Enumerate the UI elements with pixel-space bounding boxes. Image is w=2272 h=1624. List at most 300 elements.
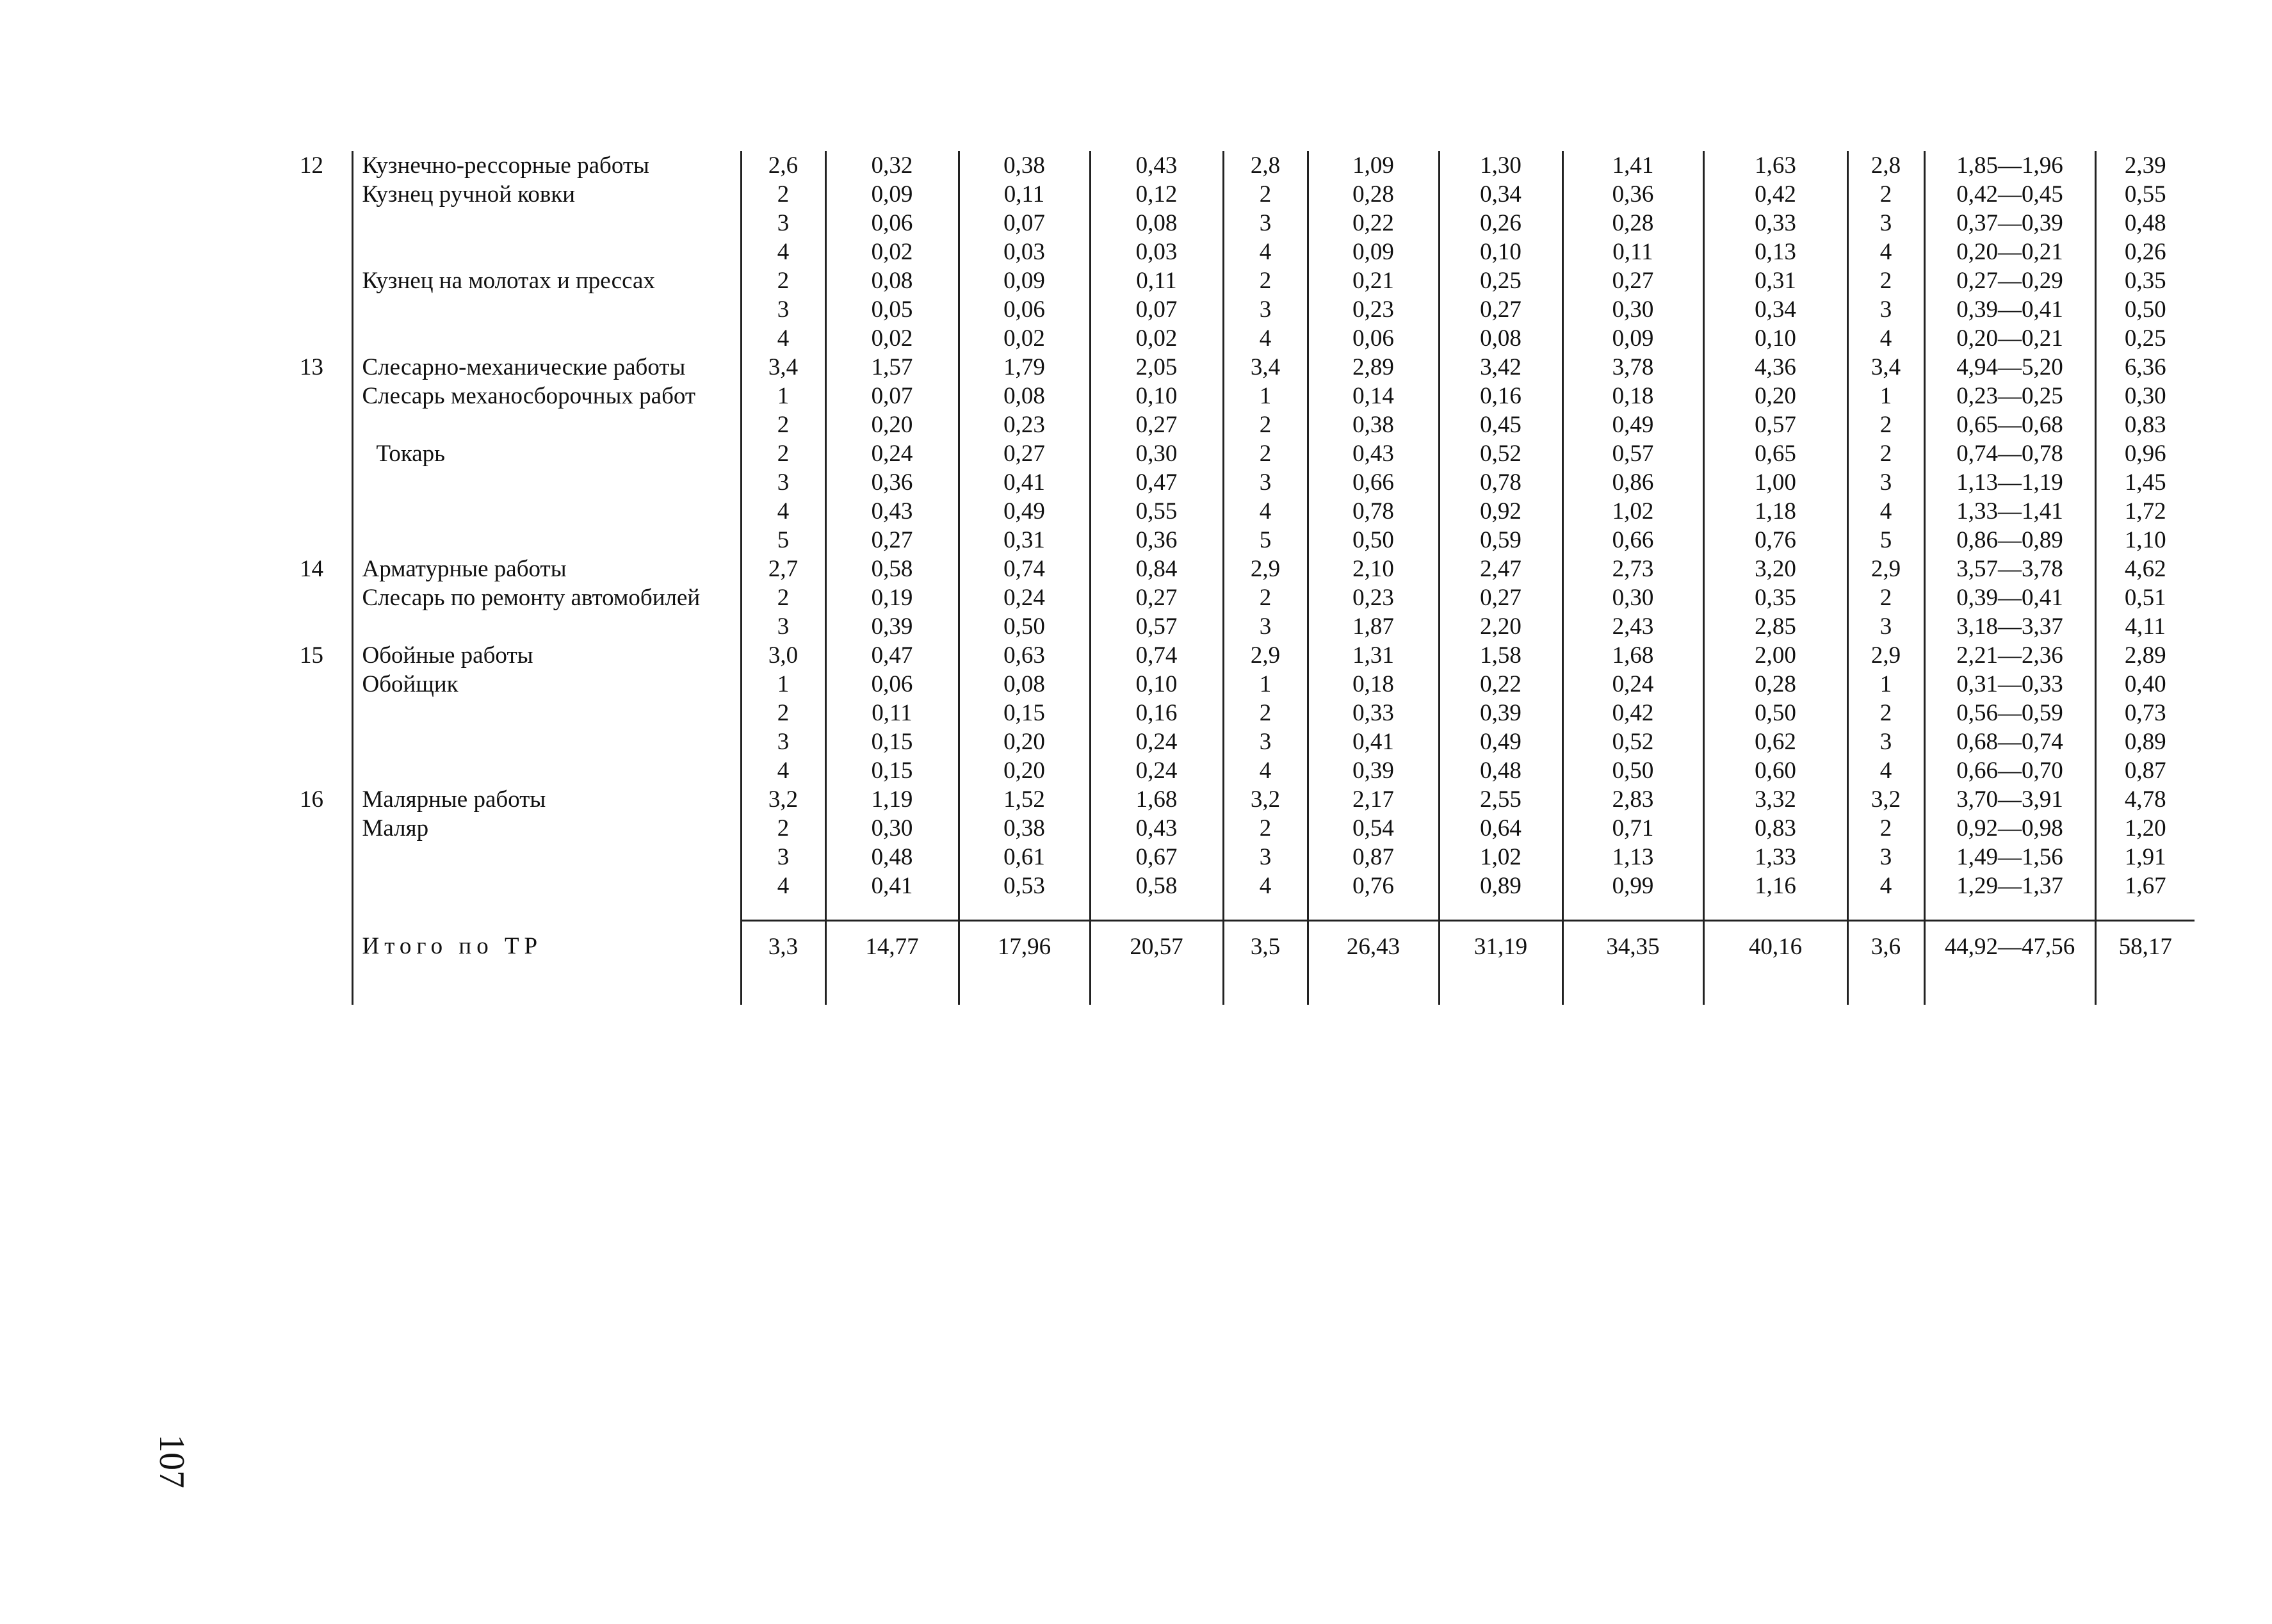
value-cell: 0,11 <box>825 699 959 727</box>
row-number <box>269 382 352 410</box>
work-name: Кузнечно-рессорные работы <box>352 151 741 180</box>
value-cell: 2 <box>1847 439 1924 468</box>
value-cell: 0,20 <box>825 410 959 439</box>
value-cell: 2 <box>1847 583 1924 612</box>
value-cell: 2 <box>741 410 825 439</box>
value-cell: 2 <box>1847 699 1924 727</box>
value-cell: 0,47 <box>1090 468 1223 497</box>
value-cell: 0,30 <box>1562 295 1703 324</box>
value-cell: 1,45 <box>2095 468 2195 497</box>
value-cell: 0,03 <box>1090 238 1223 266</box>
row-number <box>269 266 352 295</box>
value-cell: 0,43 <box>825 497 959 526</box>
empty-cell <box>1562 900 1703 921</box>
value-cell: 0,05 <box>825 295 959 324</box>
table-row <box>269 555 2195 583</box>
value-cell: 4 <box>1223 756 1308 785</box>
value-cell: 0,39 <box>1308 756 1439 785</box>
value-cell: 0,42 <box>1562 699 1703 727</box>
value-cell: 2 <box>1847 410 1924 439</box>
value-cell: 0,84 <box>1090 555 1223 583</box>
table-row <box>269 151 2195 180</box>
value-cell: 3,18—3,37 <box>1924 612 2095 641</box>
value-cell: 1,16 <box>1703 872 1847 900</box>
empty-cell <box>1439 971 1562 1005</box>
row-number <box>269 238 352 266</box>
value-cell: 0,22 <box>1439 670 1562 699</box>
table-row <box>269 814 2195 843</box>
value-cell: 5 <box>741 526 825 555</box>
value-cell: 0,12 <box>1090 180 1223 209</box>
row-number <box>269 612 352 641</box>
value-cell: 0,50 <box>1703 699 1847 727</box>
work-name <box>352 295 741 324</box>
value-cell: 0,26 <box>1439 209 1562 238</box>
value-cell: 3 <box>1847 209 1924 238</box>
value-cell: 1,31 <box>1308 641 1439 670</box>
value-cell: 0,30 <box>1562 583 1703 612</box>
value-cell: 4 <box>1223 324 1308 353</box>
value-cell: 0,27 <box>825 526 959 555</box>
value-cell: 3 <box>1847 468 1924 497</box>
value-cell: 2 <box>1223 814 1308 843</box>
value-cell: 0,31 <box>1703 266 1847 295</box>
value-cell: 0,57 <box>1090 612 1223 641</box>
value-cell: 2,6 <box>741 151 825 180</box>
empty-cell <box>1703 900 1847 921</box>
value-cell: 0,57 <box>1703 410 1847 439</box>
value-cell: 0,66 <box>1308 468 1439 497</box>
value-cell: 0,20 <box>959 756 1090 785</box>
value-cell: 0,08 <box>959 670 1090 699</box>
value-cell: 2,89 <box>2095 641 2195 670</box>
row-number: 14 <box>300 556 323 582</box>
value-cell: 0,87 <box>1308 843 1439 872</box>
empty-cell <box>959 900 1090 921</box>
work-name: Слесарь механосборочных работ <box>352 382 741 410</box>
value-cell: 0,63 <box>959 641 1090 670</box>
value-cell: 2,83 <box>1562 785 1703 814</box>
value-cell: 4,78 <box>2095 785 2195 814</box>
value-cell: 0,68—0,74 <box>1924 727 2095 756</box>
value-cell: 0,09 <box>1562 324 1703 353</box>
value-cell: 1,18 <box>1703 497 1847 526</box>
value-cell: 0,15 <box>959 699 1090 727</box>
value-cell: 0,24 <box>1090 727 1223 756</box>
work-name <box>352 699 741 727</box>
value-cell: 3 <box>741 612 825 641</box>
total-value: 14,77 <box>825 921 959 972</box>
value-cell: 0,89 <box>1439 872 1562 900</box>
value-cell: 0,43 <box>1090 151 1223 180</box>
value-cell: 0,21 <box>1308 266 1439 295</box>
value-cell: 0,55 <box>2095 180 2195 209</box>
value-cell: 3 <box>1847 612 1924 641</box>
value-cell: 2 <box>741 439 825 468</box>
table-row <box>269 295 2195 324</box>
value-cell: 0,41 <box>825 872 959 900</box>
value-cell: 1,33 <box>1703 843 1847 872</box>
value-cell: 0,02 <box>825 324 959 353</box>
value-cell: 3,70—3,91 <box>1924 785 2095 814</box>
value-cell: 0,50 <box>959 612 1090 641</box>
value-cell: 0,83 <box>1703 814 1847 843</box>
value-cell: 0,49 <box>1439 727 1562 756</box>
empty-cell <box>1847 900 1924 921</box>
value-cell: 1 <box>1223 382 1308 410</box>
value-cell: 2,73 <box>1562 555 1703 583</box>
value-cell: 6,36 <box>2095 353 2195 382</box>
value-cell: 2 <box>1223 180 1308 209</box>
work-name <box>352 756 741 785</box>
value-cell: 2 <box>741 266 825 295</box>
value-cell: 2 <box>1223 410 1308 439</box>
value-cell: 1,49—1,56 <box>1924 843 2095 872</box>
value-cell: 0,92—0,98 <box>1924 814 2095 843</box>
table-row <box>269 180 2195 209</box>
work-name <box>352 843 741 872</box>
value-cell: 0,73 <box>2095 699 2195 727</box>
value-cell: 0,14 <box>1308 382 1439 410</box>
empty-cell <box>1562 971 1703 1005</box>
value-cell: 1,30 <box>1439 151 1562 180</box>
value-cell: 0,27 <box>1090 583 1223 612</box>
value-cell: 0,20 <box>959 727 1090 756</box>
value-cell: 0,74—0,78 <box>1924 439 2095 468</box>
value-cell: 4 <box>1847 497 1924 526</box>
value-cell: 1,13—1,19 <box>1924 468 2095 497</box>
value-cell: 0,89 <box>2095 727 2195 756</box>
table-row <box>269 641 2195 670</box>
work-name <box>352 324 741 353</box>
value-cell: 4,94—5,20 <box>1924 353 2095 382</box>
value-cell: 2,05 <box>1090 353 1223 382</box>
table-row <box>269 439 2195 468</box>
table-row <box>269 612 2195 641</box>
value-cell: 0,35 <box>2095 266 2195 295</box>
value-cell: 0,06 <box>825 670 959 699</box>
value-cell: 2,9 <box>1847 555 1924 583</box>
row-number <box>269 872 352 900</box>
value-cell: 0,58 <box>1090 872 1223 900</box>
value-cell: 2,7 <box>741 555 825 583</box>
value-cell: 2,9 <box>1847 641 1924 670</box>
value-cell: 0,11 <box>1090 266 1223 295</box>
work-name <box>352 497 741 526</box>
value-cell: 3,42 <box>1439 353 1562 382</box>
value-cell: 2,43 <box>1562 612 1703 641</box>
value-cell: 0,92 <box>1439 497 1562 526</box>
value-cell: 2,85 <box>1703 612 1847 641</box>
value-cell: 0,16 <box>1439 382 1562 410</box>
value-cell: 0,61 <box>959 843 1090 872</box>
work-name: Слесарно-механические работы <box>352 353 741 382</box>
value-cell: 1,13 <box>1562 843 1703 872</box>
table-row <box>269 872 2195 900</box>
value-cell: 1 <box>1847 670 1924 699</box>
value-cell: 4 <box>741 324 825 353</box>
value-cell: 0,07 <box>959 209 1090 238</box>
value-cell: 0,24 <box>1562 670 1703 699</box>
value-cell: 0,55 <box>1090 497 1223 526</box>
value-cell: 0,02 <box>1090 324 1223 353</box>
work-name <box>352 872 741 900</box>
total-value: 3,5 <box>1223 921 1308 972</box>
value-cell: 4 <box>1847 324 1924 353</box>
value-cell: 0,27—0,29 <box>1924 266 2095 295</box>
value-cell: 0,96 <box>2095 439 2195 468</box>
value-cell: 0,58 <box>825 555 959 583</box>
table-row <box>269 324 2195 353</box>
value-cell: 3 <box>741 727 825 756</box>
value-cell: 0,09 <box>825 180 959 209</box>
value-cell: 2 <box>741 583 825 612</box>
value-cell: 0,15 <box>825 756 959 785</box>
value-cell: 0,06 <box>1308 324 1439 353</box>
work-name: Обойные работы <box>352 641 741 670</box>
value-cell: 0,39—0,41 <box>1924 295 2095 324</box>
row-number <box>269 814 352 843</box>
value-cell: 2 <box>741 699 825 727</box>
value-cell: 1,85—1,96 <box>1924 151 2095 180</box>
value-cell: 3 <box>741 209 825 238</box>
value-cell: 4,62 <box>2095 555 2195 583</box>
table-row <box>269 843 2195 872</box>
row-number <box>269 583 352 612</box>
row-number <box>269 209 352 238</box>
empty-cell <box>1847 971 1924 1005</box>
value-cell: 0,62 <box>1703 727 1847 756</box>
row-number <box>269 468 352 497</box>
empty-cell <box>269 921 352 972</box>
value-cell: 3 <box>1847 727 1924 756</box>
value-cell: 0,57 <box>1562 439 1703 468</box>
value-cell: 0,50 <box>1562 756 1703 785</box>
value-cell: 2,21—2,36 <box>1924 641 2095 670</box>
value-cell: 2,20 <box>1439 612 1562 641</box>
value-cell: 3 <box>1223 468 1308 497</box>
value-cell: 0,32 <box>825 151 959 180</box>
value-cell: 0,53 <box>959 872 1090 900</box>
work-name: Обойщик <box>352 670 741 699</box>
value-cell: 3,2 <box>1223 785 1308 814</box>
total-value: 40,16 <box>1703 921 1847 972</box>
value-cell: 2 <box>741 180 825 209</box>
value-cell: 2 <box>741 814 825 843</box>
value-cell: 4 <box>741 872 825 900</box>
value-cell: 0,38 <box>1308 410 1439 439</box>
empty-cell <box>269 900 352 921</box>
value-cell: 4 <box>1223 497 1308 526</box>
value-cell: 1 <box>741 670 825 699</box>
value-cell: 1,00 <box>1703 468 1847 497</box>
value-cell: 3 <box>1223 843 1308 872</box>
work-name: Токарь <box>352 439 741 468</box>
value-cell: 3,4 <box>1223 353 1308 382</box>
value-cell: 4 <box>741 756 825 785</box>
value-cell: 0,76 <box>1308 872 1439 900</box>
table-row <box>269 727 2195 756</box>
total-value: 34,35 <box>1562 921 1703 972</box>
work-name: Кузнец на молотах и прессах <box>352 266 741 295</box>
value-cell: 0,56—0,59 <box>1924 699 2095 727</box>
value-cell: 2 <box>1223 699 1308 727</box>
empty-cell <box>1703 971 1847 1005</box>
value-cell: 1,19 <box>825 785 959 814</box>
table-row <box>269 785 2195 814</box>
value-cell: 2,39 <box>2095 151 2195 180</box>
value-cell: 0,34 <box>1439 180 1562 209</box>
value-cell: 2 <box>1847 266 1924 295</box>
row-number: 12 <box>300 152 323 179</box>
row-number: 16 <box>300 786 323 813</box>
empty-cell <box>1223 900 1308 921</box>
row-number <box>269 699 352 727</box>
value-cell: 0,07 <box>825 382 959 410</box>
value-cell: 1,02 <box>1562 497 1703 526</box>
value-cell: 0,18 <box>1562 382 1703 410</box>
table-row <box>269 670 2195 699</box>
value-cell: 0,33 <box>1308 699 1439 727</box>
value-cell: 0,28 <box>1308 180 1439 209</box>
empty-cell <box>825 971 959 1005</box>
value-cell: 0,43 <box>1090 814 1223 843</box>
value-cell: 5 <box>1847 526 1924 555</box>
value-cell: 0,02 <box>825 238 959 266</box>
value-cell: 0,08 <box>1090 209 1223 238</box>
value-cell: 0,27 <box>1439 583 1562 612</box>
value-cell: 0,30 <box>2095 382 2195 410</box>
value-cell: 2,9 <box>1223 641 1308 670</box>
row-number <box>269 843 352 872</box>
empty-cell <box>741 971 825 1005</box>
page-number: 107 <box>152 1434 191 1488</box>
value-cell: 2 <box>1223 439 1308 468</box>
value-cell: 1 <box>1223 670 1308 699</box>
empty-cell <box>1439 900 1562 921</box>
value-cell: 3 <box>1223 209 1308 238</box>
value-cell: 3 <box>1847 843 1924 872</box>
empty-cell <box>1924 971 2095 1005</box>
value-cell: 0,08 <box>1439 324 1562 353</box>
value-cell: 0,86—0,89 <box>1924 526 2095 555</box>
total-value: 20,57 <box>1090 921 1223 972</box>
value-cell: 1,33—1,41 <box>1924 497 2095 526</box>
value-cell: 0,51 <box>2095 583 2195 612</box>
empty-cell <box>1924 900 2095 921</box>
table-row <box>269 209 2195 238</box>
value-cell: 0,67 <box>1090 843 1223 872</box>
total-value: 3,6 <box>1847 921 1924 972</box>
table-row <box>269 266 2195 295</box>
value-cell: 0,31 <box>959 526 1090 555</box>
value-cell: 0,65 <box>1703 439 1847 468</box>
value-cell: 4 <box>1847 238 1924 266</box>
work-name <box>352 468 741 497</box>
table-row <box>269 526 2195 555</box>
value-cell: 0,86 <box>1562 468 1703 497</box>
value-cell: 0,71 <box>1562 814 1703 843</box>
value-cell: 0,36 <box>825 468 959 497</box>
empty-cell <box>2095 900 2195 921</box>
value-cell: 1,63 <box>1703 151 1847 180</box>
row-number <box>269 526 352 555</box>
value-cell: 3 <box>741 843 825 872</box>
empty-cell <box>1223 971 1308 1005</box>
empty-cell <box>959 971 1090 1005</box>
value-cell: 2 <box>1223 583 1308 612</box>
value-cell: 0,45 <box>1439 410 1562 439</box>
value-cell: 2,8 <box>1847 151 1924 180</box>
value-cell: 3,57—3,78 <box>1924 555 2095 583</box>
value-cell: 3,20 <box>1703 555 1847 583</box>
value-cell: 0,66 <box>1562 526 1703 555</box>
value-cell: 0,30 <box>1090 439 1223 468</box>
value-cell: 0,42—0,45 <box>1924 180 2095 209</box>
value-cell: 0,65—0,68 <box>1924 410 2095 439</box>
value-cell: 0,35 <box>1703 583 1847 612</box>
value-cell: 3,2 <box>1847 785 1924 814</box>
table-row <box>269 756 2195 785</box>
value-cell: 0,20—0,21 <box>1924 238 2095 266</box>
value-cell: 4 <box>1223 238 1308 266</box>
total-value: 31,19 <box>1439 921 1562 972</box>
value-cell: 3 <box>741 468 825 497</box>
work-name <box>352 209 741 238</box>
value-cell: 1,68 <box>1090 785 1223 814</box>
row-number <box>269 439 352 468</box>
value-cell: 0,24 <box>959 583 1090 612</box>
value-cell: 3,78 <box>1562 353 1703 382</box>
value-cell: 0,31—0,33 <box>1924 670 2095 699</box>
value-cell: 0,11 <box>959 180 1090 209</box>
value-cell: 0,03 <box>959 238 1090 266</box>
value-cell: 1,68 <box>1562 641 1703 670</box>
value-cell: 3 <box>1223 612 1308 641</box>
value-cell: 4 <box>1223 872 1308 900</box>
row-number <box>269 497 352 526</box>
value-cell: 0,13 <box>1703 238 1847 266</box>
value-cell: 1,20 <box>2095 814 2195 843</box>
value-cell: 0,78 <box>1439 468 1562 497</box>
value-cell: 2 <box>1223 266 1308 295</box>
table-row <box>269 583 2195 612</box>
value-cell: 1,58 <box>1439 641 1562 670</box>
value-cell: 0,41 <box>959 468 1090 497</box>
value-cell: 0,06 <box>959 295 1090 324</box>
value-cell: 1,72 <box>2095 497 2195 526</box>
value-cell: 0,30 <box>825 814 959 843</box>
row-number <box>269 295 352 324</box>
table-bottom <box>269 971 2195 1005</box>
value-cell: 3 <box>1223 727 1308 756</box>
value-cell: 0,42 <box>1703 180 1847 209</box>
row-number <box>269 324 352 353</box>
value-cell: 3,4 <box>741 353 825 382</box>
value-cell: 3,32 <box>1703 785 1847 814</box>
value-cell: 0,64 <box>1439 814 1562 843</box>
value-cell: 0,10 <box>1439 238 1562 266</box>
value-cell: 0,48 <box>825 843 959 872</box>
value-cell: 0,10 <box>1090 670 1223 699</box>
empty-cell <box>741 900 825 921</box>
value-cell: 0,38 <box>959 151 1090 180</box>
value-cell: 0,36 <box>1090 526 1223 555</box>
value-cell: 4 <box>1847 872 1924 900</box>
row-number <box>269 670 352 699</box>
value-cell: 0,49 <box>959 497 1090 526</box>
value-cell: 1,57 <box>825 353 959 382</box>
